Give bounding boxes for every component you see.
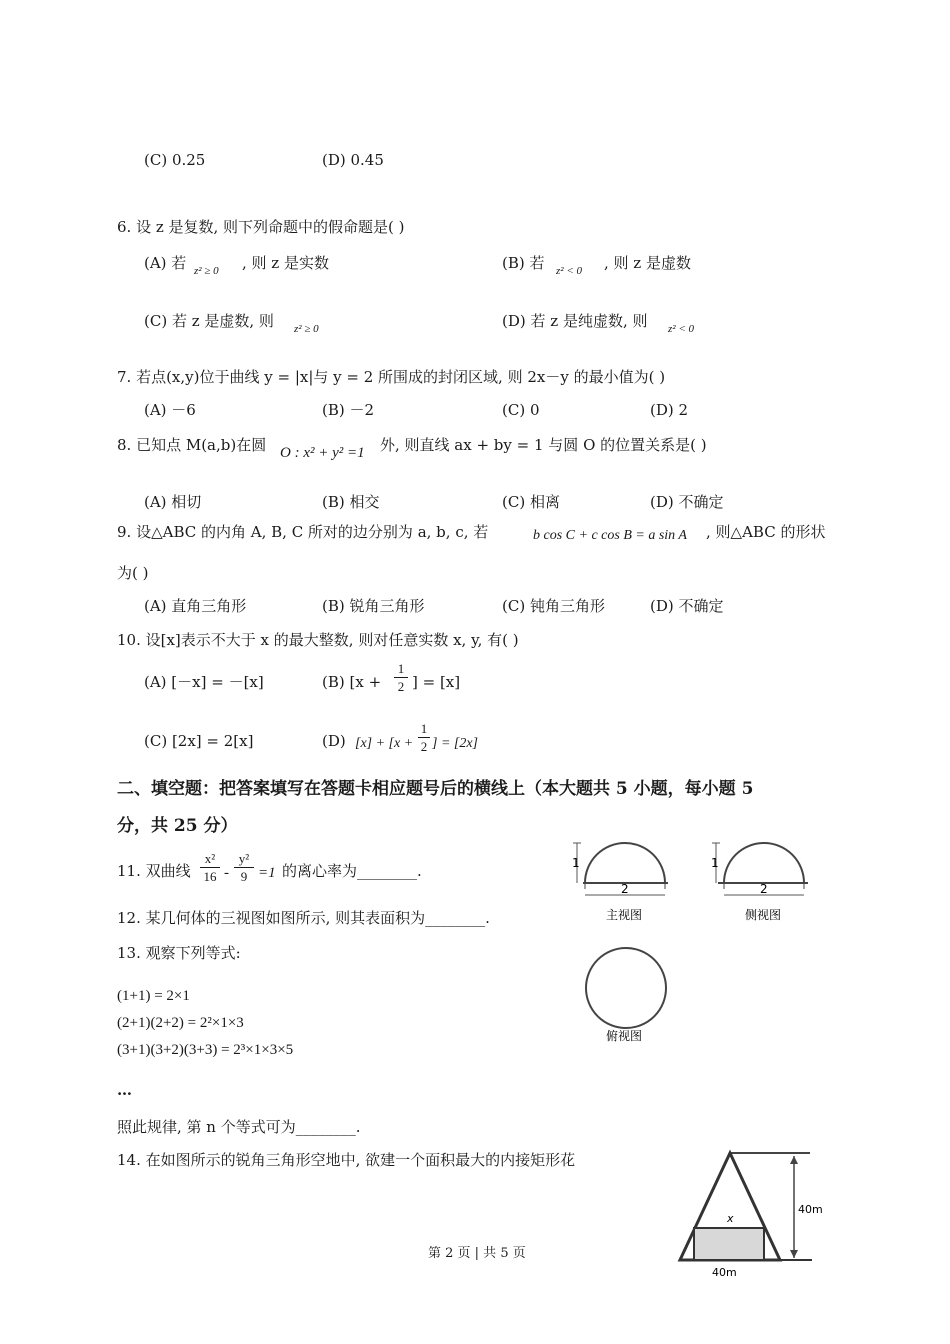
side-view (711, 843, 808, 922)
page-footer: 第 2 页 | 共 5 页 (428, 1246, 526, 1261)
q6-stem: 6. 设 z 是复数, 则下列命题中的假命题是( ) (117, 218, 405, 236)
fraction-bar (200, 867, 220, 868)
height-label: 40m (798, 1203, 823, 1216)
q8-option-b: (B) 相交 (322, 493, 380, 511)
fraction-numerator: y² (238, 851, 250, 866)
three-view-figure (568, 835, 828, 1050)
q6-option-a-math: z² ≥ 0 (194, 265, 219, 277)
q6-option-a-pre: (A) 若 (144, 254, 187, 272)
q6-option-b-math: z² < 0 (556, 265, 583, 277)
q10-stem: 10. 设[x]表示不大于 x 的最大整数, 则对任意实数 x, y, 有( ) (117, 631, 519, 649)
q10-option-b-post: ] = [x] (412, 673, 461, 691)
q8-stem-math: O : x² + y² =1 (280, 445, 365, 461)
q11-pre: 11. 双曲线 (117, 862, 191, 880)
q9-stem-math: b cos C + c cos B = a sin A (533, 528, 687, 543)
front-view-dim-2: 2 (621, 882, 629, 896)
q10-d-fraction (418, 722, 430, 753)
q9-option-d: (D) 不确定 (650, 597, 724, 615)
q6-option-a-post: , 则 z 是实数 (242, 254, 329, 272)
q7-stem: 7. 若点(x,y)位于曲线 y = |x|与 y = 2 所围成的封闭区域, 则 2x－y 的最小值为( ) (117, 368, 666, 386)
fraction-bar (234, 867, 254, 868)
q10-option-d-math-post: ] = [2x] (432, 736, 479, 751)
height-arrow-bottom (790, 1250, 798, 1258)
inscribed-rectangle (694, 1228, 764, 1260)
fraction-numerator: 1 (397, 661, 405, 676)
rectangle-width-label: x (727, 1212, 734, 1225)
fraction-numerator: x² (204, 851, 216, 866)
q8-option-d: (D) 不确定 (650, 493, 724, 511)
q13-ellipsis: … (117, 1081, 132, 1099)
fraction-numerator: 1 (420, 721, 428, 736)
top-view-circle (586, 948, 666, 1028)
q13-equation-1: (1+1) = 2×1 (117, 988, 190, 1004)
height-arrow-top (790, 1156, 798, 1164)
q8-option-a: (A) 相切 (144, 493, 202, 511)
q13-tail: 照此规律, 第 n 个等式可为________. (117, 1118, 361, 1136)
q7-option-c: (C) 0 (502, 401, 540, 419)
q6-option-b-pre: (B) 若 (502, 254, 545, 272)
fraction-denominator: 16 (203, 869, 217, 884)
q10-option-b-pre: (B) [x + (322, 673, 382, 691)
q10-b-fraction (394, 662, 408, 693)
q13-equation-2: (2+1)(2+2) = 2²×1×3 (117, 1015, 244, 1031)
section2-heading-line1: 二、填空题：把答案填写在答题卡相应题号后的横线上（本大题共 5 小题，每小题 5 (117, 779, 754, 799)
fraction-denominator: 2 (420, 739, 428, 754)
q9-stem-post: , 则△ABC 的形状 (706, 523, 826, 541)
q6-option-b-post: , 则 z 是虚数 (604, 254, 691, 272)
triangle-figure (672, 1148, 832, 1288)
q11-fraction-1 (200, 852, 220, 883)
q7-option-b: (B) －2 (322, 401, 375, 419)
q6-option-c-pre: (C) 若 z 是虚数, 则 (144, 312, 274, 330)
side-view-dim-2: 2 (760, 882, 768, 896)
front-view (572, 843, 668, 922)
q11-equals: =1 (258, 865, 276, 881)
q9-option-b: (B) 锐角三角形 (322, 597, 425, 615)
q12-stem: 12. 某几何体的三视图如图所示, 则其表面积为________. (117, 909, 490, 927)
fraction-bar (394, 677, 408, 678)
q14-stem: 14. 在如图所示的锐角三角形空地中, 欲建一个面积最大的内接矩形花 (117, 1151, 576, 1169)
q11-post: 的离心率为________. (282, 862, 422, 880)
q8-option-c: (C) 相离 (502, 493, 560, 511)
q5-option-c: (C) 0.25 (144, 151, 206, 169)
front-view-arc (585, 843, 665, 883)
top-view (586, 948, 666, 1043)
q7-option-d: (D) 2 (650, 401, 689, 419)
q9-stem-pre: 9. 设△ABC 的内角 A, B, C 所对的边分别为 a, b, c, 若 (117, 523, 489, 541)
front-view-dim-1: 1 (572, 856, 580, 870)
q13-stem: 13. 观察下列等式: (117, 944, 241, 962)
q6-option-d-math: z² < 0 (668, 323, 695, 335)
fraction-bar (418, 737, 430, 738)
q8-stem-post: 外, 则直线 ax + by = 1 与圆 O 的位置关系是( ) (380, 436, 707, 454)
q9-option-c: (C) 钝角三角形 (502, 597, 605, 615)
fraction-denominator: 2 (397, 679, 405, 694)
q10-option-d-pre: (D) (322, 732, 346, 750)
q10-option-a: (A) [－x] = －[x] (144, 673, 264, 691)
q7-option-a: (A) －6 (144, 401, 196, 419)
q5-option-d: (D) 0.45 (322, 151, 384, 169)
q11-minus: - (224, 865, 229, 881)
side-view-dim-1: 1 (711, 856, 719, 870)
q9-option-a: (A) 直角三角形 (144, 597, 247, 615)
q13-equation-3: (3+1)(3+2)(3+3) = 2³×1×3×5 (117, 1042, 294, 1058)
q8-stem-pre: 8. 已知点 M(a,b)在圆 (117, 436, 267, 454)
side-view-arc (724, 843, 804, 883)
q6-option-c-math: z² ≥ 0 (294, 323, 319, 335)
base-label: 40m (712, 1266, 737, 1279)
q6-option-d-pre: (D) 若 z 是纯虚数, 则 (502, 312, 648, 330)
q10-option-c: (C) [2x] = 2[x] (144, 732, 254, 750)
q9-stem-line2: 为( ) (117, 564, 149, 582)
side-view-label: 侧视图 (745, 908, 782, 922)
fraction-denominator: 9 (240, 869, 248, 884)
q11-fraction-2 (234, 852, 254, 883)
front-view-label: 主视图 (606, 908, 643, 922)
q10-option-d-math-pre: [x] + [x + (355, 736, 414, 751)
section2-heading-line2: 分，共 25 分） (117, 816, 238, 836)
top-view-label: 俯视图 (606, 1029, 643, 1043)
